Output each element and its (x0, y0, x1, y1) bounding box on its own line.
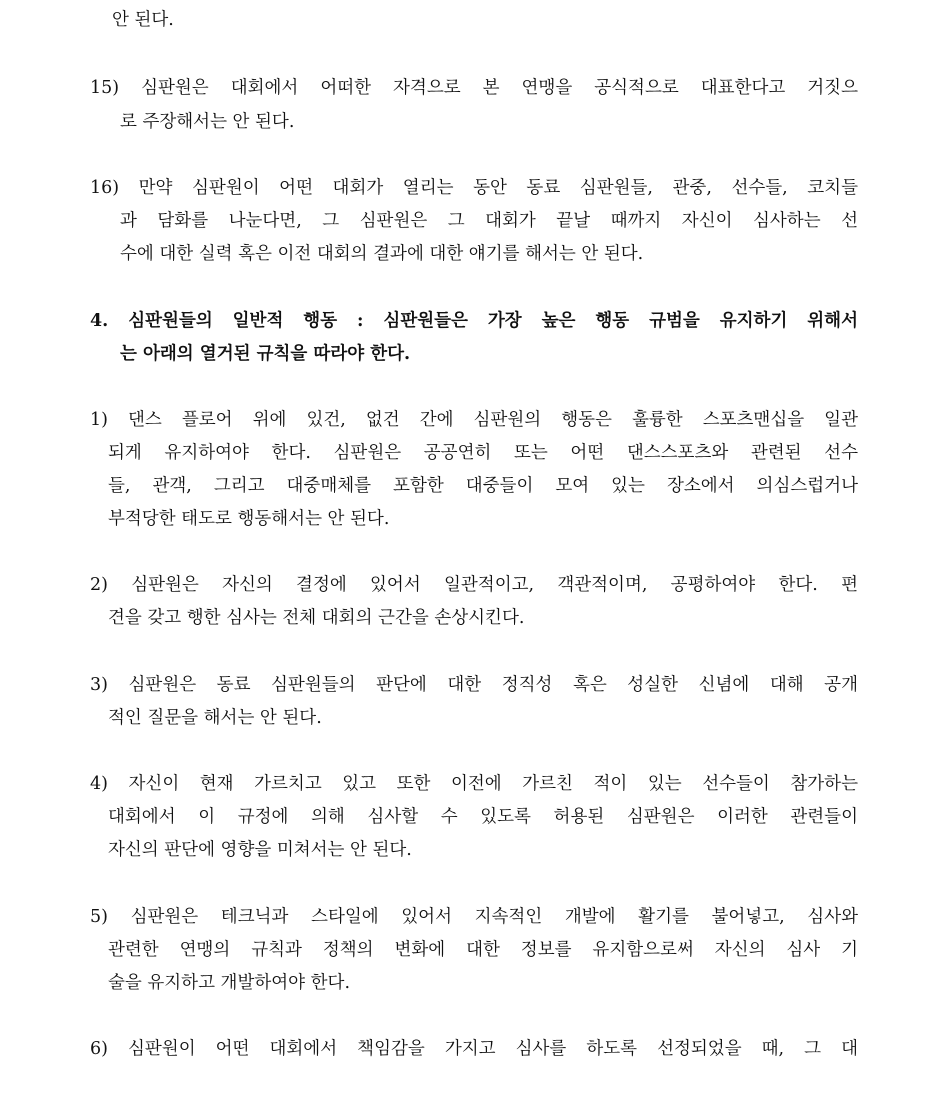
text-line: 관련한 연맹의 규칙과 정책의 변화에 대한 정보를 유지함으로써 자신의 심사 기 (108, 940, 858, 960)
text-line: 5) 심판원은 테크닉과 스타일에 있어서 지속적인 개발에 활기를 불어넣고, 심사와 (90, 907, 858, 927)
text-line: 15) 심판원은 대회에서 어떠한 자격으로 본 연맹을 공식적으로 대표한다고 거짓으 (90, 78, 858, 98)
text-line: 로 주장해서는 안 된다. (120, 112, 295, 132)
text-line: 과 담화를 나눈다면, 그 심판원은 그 대회가 끝날 때까지 자신이 심사하는 선 (120, 211, 858, 231)
section-heading: 4. 심판원들의 일반적 행동 : 심판원들은 가장 높은 행동 규범을 유지하기 위해서 (90, 311, 858, 331)
text-line: 4) 자신이 현재 가르치고 있고 또한 이전에 가르친 적이 있는 선수들이 참가하는 (90, 774, 858, 794)
text-line: 16) 만약 심판원이 어떤 대회가 열리는 동안 동료 심판원들, 관중, 선수들, 코치들 (90, 178, 858, 198)
text-line: 안 된다. (112, 10, 174, 30)
text-line: 술을 유지하고 개발하여야 한다. (108, 973, 351, 993)
text-line: 되게 유지하여야 한다. 심판원은 공공연히 또는 어떤 댄스스포츠와 관련된 선수 (108, 443, 858, 463)
text-line: 3) 심판원은 동료 심판원들의 판단에 대한 정직성 혹은 성실한 신념에 대해 공개 (90, 675, 858, 695)
text-line: 수에 대한 실력 혹은 이전 대회의 결과에 대한 얘기를 해서는 안 된다. (120, 244, 644, 264)
text-line: 6) 심판원이 어떤 대회에서 책임감을 가지고 심사를 하도록 선정되었을 때, 그 대 (90, 1039, 858, 1059)
text-line: 견을 갖고 행한 심사는 전체 대회의 근간을 손상시킨다. (108, 608, 525, 628)
text-line: 부적당한 태도로 행동해서는 안 된다. (108, 509, 390, 529)
text-line: 대회에서 이 규정에 의해 심사할 수 있도록 허용된 심판원은 이러한 관련들이 (108, 807, 858, 827)
text-line: 적인 질문을 해서는 안 된다. (108, 708, 322, 728)
text-line: 1) 댄스 플로어 위에 있건, 없건 간에 심판원의 행동은 훌륭한 스포츠맨십을 일관 (90, 410, 858, 430)
text-line: 2) 심판원은 자신의 결정에 있어서 일관적이고, 객관적이며, 공평하여야 한다. 편 (90, 575, 858, 595)
text-line: 자신의 판단에 영향을 미쳐서는 안 된다. (108, 840, 412, 860)
text-line: 들, 관객, 그리고 대중매체를 포함한 대중들이 모여 있는 장소에서 의심스럽거나 (108, 476, 858, 496)
section-heading: 는 아래의 열거된 규칙을 따라야 한다. (120, 344, 411, 364)
